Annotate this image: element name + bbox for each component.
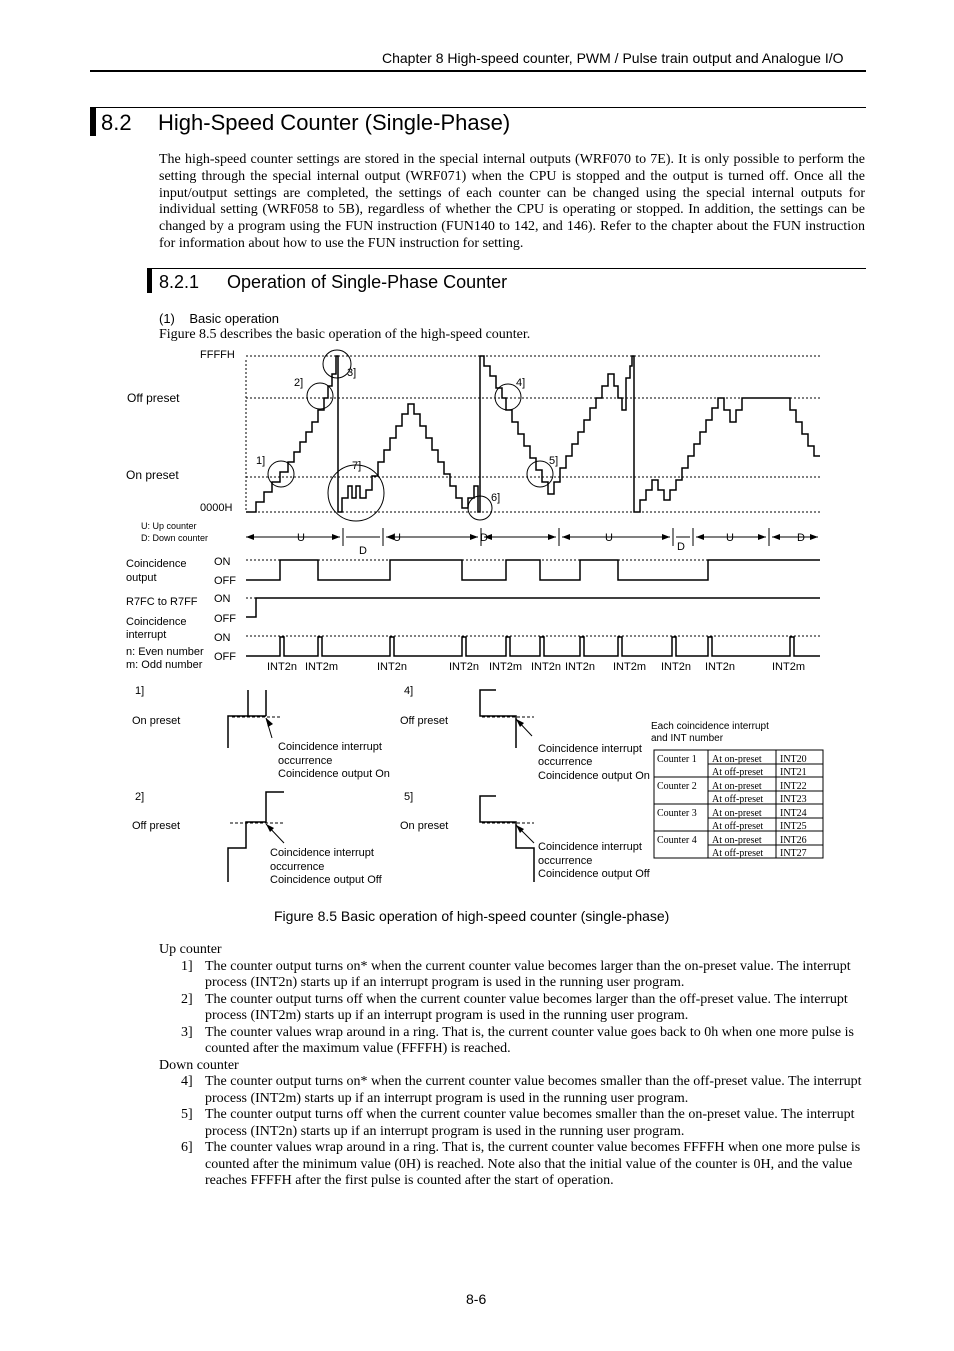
segment-d: D <box>359 545 367 557</box>
table-counter: Counter 1 <box>657 754 697 765</box>
detail-1-text: occurrence <box>278 755 333 767</box>
marker-4: 4] <box>516 377 526 389</box>
list-item <box>159 1140 865 1190</box>
detail-5-marker: 5] <box>404 791 414 803</box>
int-label: INT2n <box>267 661 297 673</box>
item-text: The counter output turns on* when the current counter value becomes smaller than the off-preset value. The interrupt process (INT2m) starts up if an interrupt program is used in the running user program. <box>205 1074 862 1106</box>
int-label: INT2m <box>305 661 338 673</box>
item-text: The counter output turns off when the current counter value becomes smaller than the on-preset value. The interrupt process (INT2n) starts up if an interrupt program is used in the running user program. <box>205 1107 855 1139</box>
list-item <box>159 959 865 992</box>
off-label: OFF <box>214 575 236 587</box>
list-item <box>159 1107 865 1140</box>
item-number: 5] <box>181 1107 193 1122</box>
coincidence-interrupt-label: Coincidence <box>126 616 187 628</box>
body-text <box>159 942 865 1190</box>
table-counter: Counter 2 <box>657 781 697 792</box>
int-label: INT2m <box>613 661 646 673</box>
on-label: ON <box>214 632 231 644</box>
table-cell: At off-preset <box>712 767 764 778</box>
segment-u: U <box>726 532 734 544</box>
table-cell: At on-preset <box>712 835 762 846</box>
int-label: INT2n <box>565 661 595 673</box>
item-text: The counter output turns off when the current counter value becomes larger than the off-preset value. The interrupt process (INT2m) starts up if an interrupt program is used in the running user program. <box>205 991 848 1023</box>
item-number: 4] <box>181 1074 193 1089</box>
detail-2-text: Coincidence output Off <box>270 874 382 886</box>
subsection-title: Operation of Single-Phase Counter <box>227 272 508 292</box>
n-even-label: n: Even number <box>126 646 204 658</box>
down-counter-heading: Down counter <box>159 1057 239 1073</box>
detail-1-marker: 1] <box>135 685 145 697</box>
r7fc-label: R7FC to R7FF <box>126 596 198 608</box>
detail-2-marker: 2] <box>135 791 145 803</box>
table-counter: Counter 4 <box>657 835 697 846</box>
off-preset-label: Off preset <box>127 391 180 405</box>
detail-5-preset: On preset <box>400 820 449 832</box>
counter-waveform <box>246 356 820 512</box>
table-cell: At off-preset <box>712 794 764 805</box>
legend-up: U: Up counter <box>141 521 197 531</box>
table-cell: At on-preset <box>712 781 762 792</box>
table-cell: INT23 <box>780 794 807 805</box>
legend-down: D: Down counter <box>141 533 209 543</box>
coincidence-interrupt-label: interrupt <box>126 629 167 641</box>
table-cell: INT24 <box>780 808 807 819</box>
segment-d: D <box>797 532 805 544</box>
item-text: The counter output turns on* when the current counter value becomes larger than the on-preset value. The interrupt process (INT2n) starts up if an interrupt program is used in the running user program. <box>205 958 851 990</box>
marker-5: 5] <box>549 455 559 467</box>
detail-2-text: Coincidence interrupt <box>270 847 374 859</box>
section-title: High-Speed Counter (Single-Phase) <box>158 110 511 135</box>
list-item <box>159 992 865 1025</box>
int-label: INT2n <box>449 661 479 673</box>
int-label: INT2n <box>377 661 407 673</box>
detail-1-preset: On preset <box>132 715 181 727</box>
table-cell: INT25 <box>780 821 807 832</box>
page-header: Chapter 8 High-speed counter, PWM / Pulse train output and Analogue I/O <box>382 50 844 66</box>
table-cell: At on-preset <box>712 754 762 765</box>
detail-5-text: occurrence <box>538 855 593 867</box>
item-number: 2] <box>181 991 193 1007</box>
detail-4-text: Coincidence output On <box>538 770 650 782</box>
detail-4-preset: Off preset <box>400 715 449 727</box>
detail-1-text: Coincidence output On <box>278 768 390 780</box>
table-cell: INT26 <box>780 835 807 846</box>
segment-u: U <box>393 532 401 544</box>
detail-5-text: Coincidence output Off <box>538 868 650 880</box>
table-counter: Counter 3 <box>657 808 697 819</box>
figure-caption: Figure 8.5 Basic operation of high-speed counter (single-phase) <box>274 908 670 924</box>
detail-4-text: Coincidence interrupt <box>538 743 642 755</box>
ffffh-label: FFFFH <box>200 349 235 361</box>
table-cell: INT22 <box>780 781 807 792</box>
int-label: INT2n <box>705 661 735 673</box>
item-number: 1] <box>181 958 193 974</box>
segment-u: U <box>297 532 305 544</box>
table-cell: At off-preset <box>712 848 764 859</box>
list-item <box>159 1025 865 1058</box>
basic-operation-desc: Figure 8.5 describes the basic operation of the high-speed counter. <box>159 327 531 342</box>
int-label: INT2n <box>531 661 561 673</box>
list-item <box>159 1074 865 1107</box>
intro-paragraph: The high-speed counter settings are stored in the special internal outputs (WRF070 to 7E). It is only possible to perform the setting through the special internal output (WRF071) when the CPU is stopped and the output is turned off. Once all the input/output settings are completed, the settings of each counter can be changed using the special internal outputs for individual setting (WRF058 to 5B), regardless of whether the CPU is operating or stopped. In addition, the settings can be changed by a program using the FUN instruction (FUN140 to 142, and 146). Refer to the chapter about the FUN instruction for information about how to use the FUN instruction for setting. <box>159 152 865 251</box>
marker-2: 2] <box>294 377 304 389</box>
segment-d: D <box>677 541 685 553</box>
zero-label: 0000H <box>200 502 233 514</box>
on-label: ON <box>214 556 231 568</box>
table-cell: At on-preset <box>712 808 762 819</box>
segment-d: D <box>480 532 488 544</box>
coincidence-output-label: Coincidence <box>126 558 187 570</box>
detail-5-text: Coincidence interrupt <box>538 841 642 853</box>
m-odd-label: m: Odd number <box>126 659 203 671</box>
table-cell: At off-preset <box>712 821 764 832</box>
detail-4-marker: 4] <box>404 685 414 697</box>
int-label: INT2m <box>772 661 805 673</box>
table-cell: INT27 <box>780 848 807 859</box>
detail-2-preset: Off preset <box>132 820 181 832</box>
item-number: 3] <box>181 1024 193 1040</box>
off-label: OFF <box>214 613 236 625</box>
section-number: 8.2 <box>101 110 132 135</box>
int-label: INT2m <box>489 661 522 673</box>
marker-7: 7] <box>352 460 362 472</box>
segment-u: U <box>605 532 613 544</box>
marker-1: 1] <box>256 455 266 467</box>
marker-6: 6] <box>491 492 501 504</box>
table-title: and INT number <box>651 733 724 744</box>
int-label: INT2n <box>661 661 691 673</box>
marker-3: 3] <box>347 367 357 379</box>
item-number: 6] <box>181 1140 193 1155</box>
page-number: 8-6 <box>466 1291 487 1307</box>
on-label: ON <box>214 593 231 605</box>
detail-4-text: occurrence <box>538 756 593 768</box>
table-cell: INT21 <box>780 767 807 778</box>
basic-operation-label: (1) Basic operation <box>159 311 279 326</box>
table-title: Each coincidence interrupt <box>651 721 769 732</box>
coincidence-output-label: output <box>126 572 157 584</box>
item-text: The counter values wrap around in a ring. That is, the current counter value goes back to 0h when one more pulse is counted after the maximum value (FFFFH) is reached. <box>205 1024 854 1056</box>
off-label: OFF <box>214 651 236 663</box>
subsection-number: 8.2.1 <box>159 272 200 292</box>
on-preset-label: On preset <box>126 468 179 482</box>
detail-1-text: Coincidence interrupt <box>278 741 382 753</box>
detail-2-text: occurrence <box>270 861 325 873</box>
table-cell: INT20 <box>780 754 807 765</box>
item-text: The counter values wrap around in a ring. That is, the current counter value becomes FFFFH when one more pulse is counted after the minimum value (0H) is reached. Note also that the initial value of the counter is 0H, and the value reaches FFFFH after the first pulse is counted after the start of operation. <box>205 1140 861 1188</box>
up-counter-heading: Up counter <box>159 942 222 957</box>
